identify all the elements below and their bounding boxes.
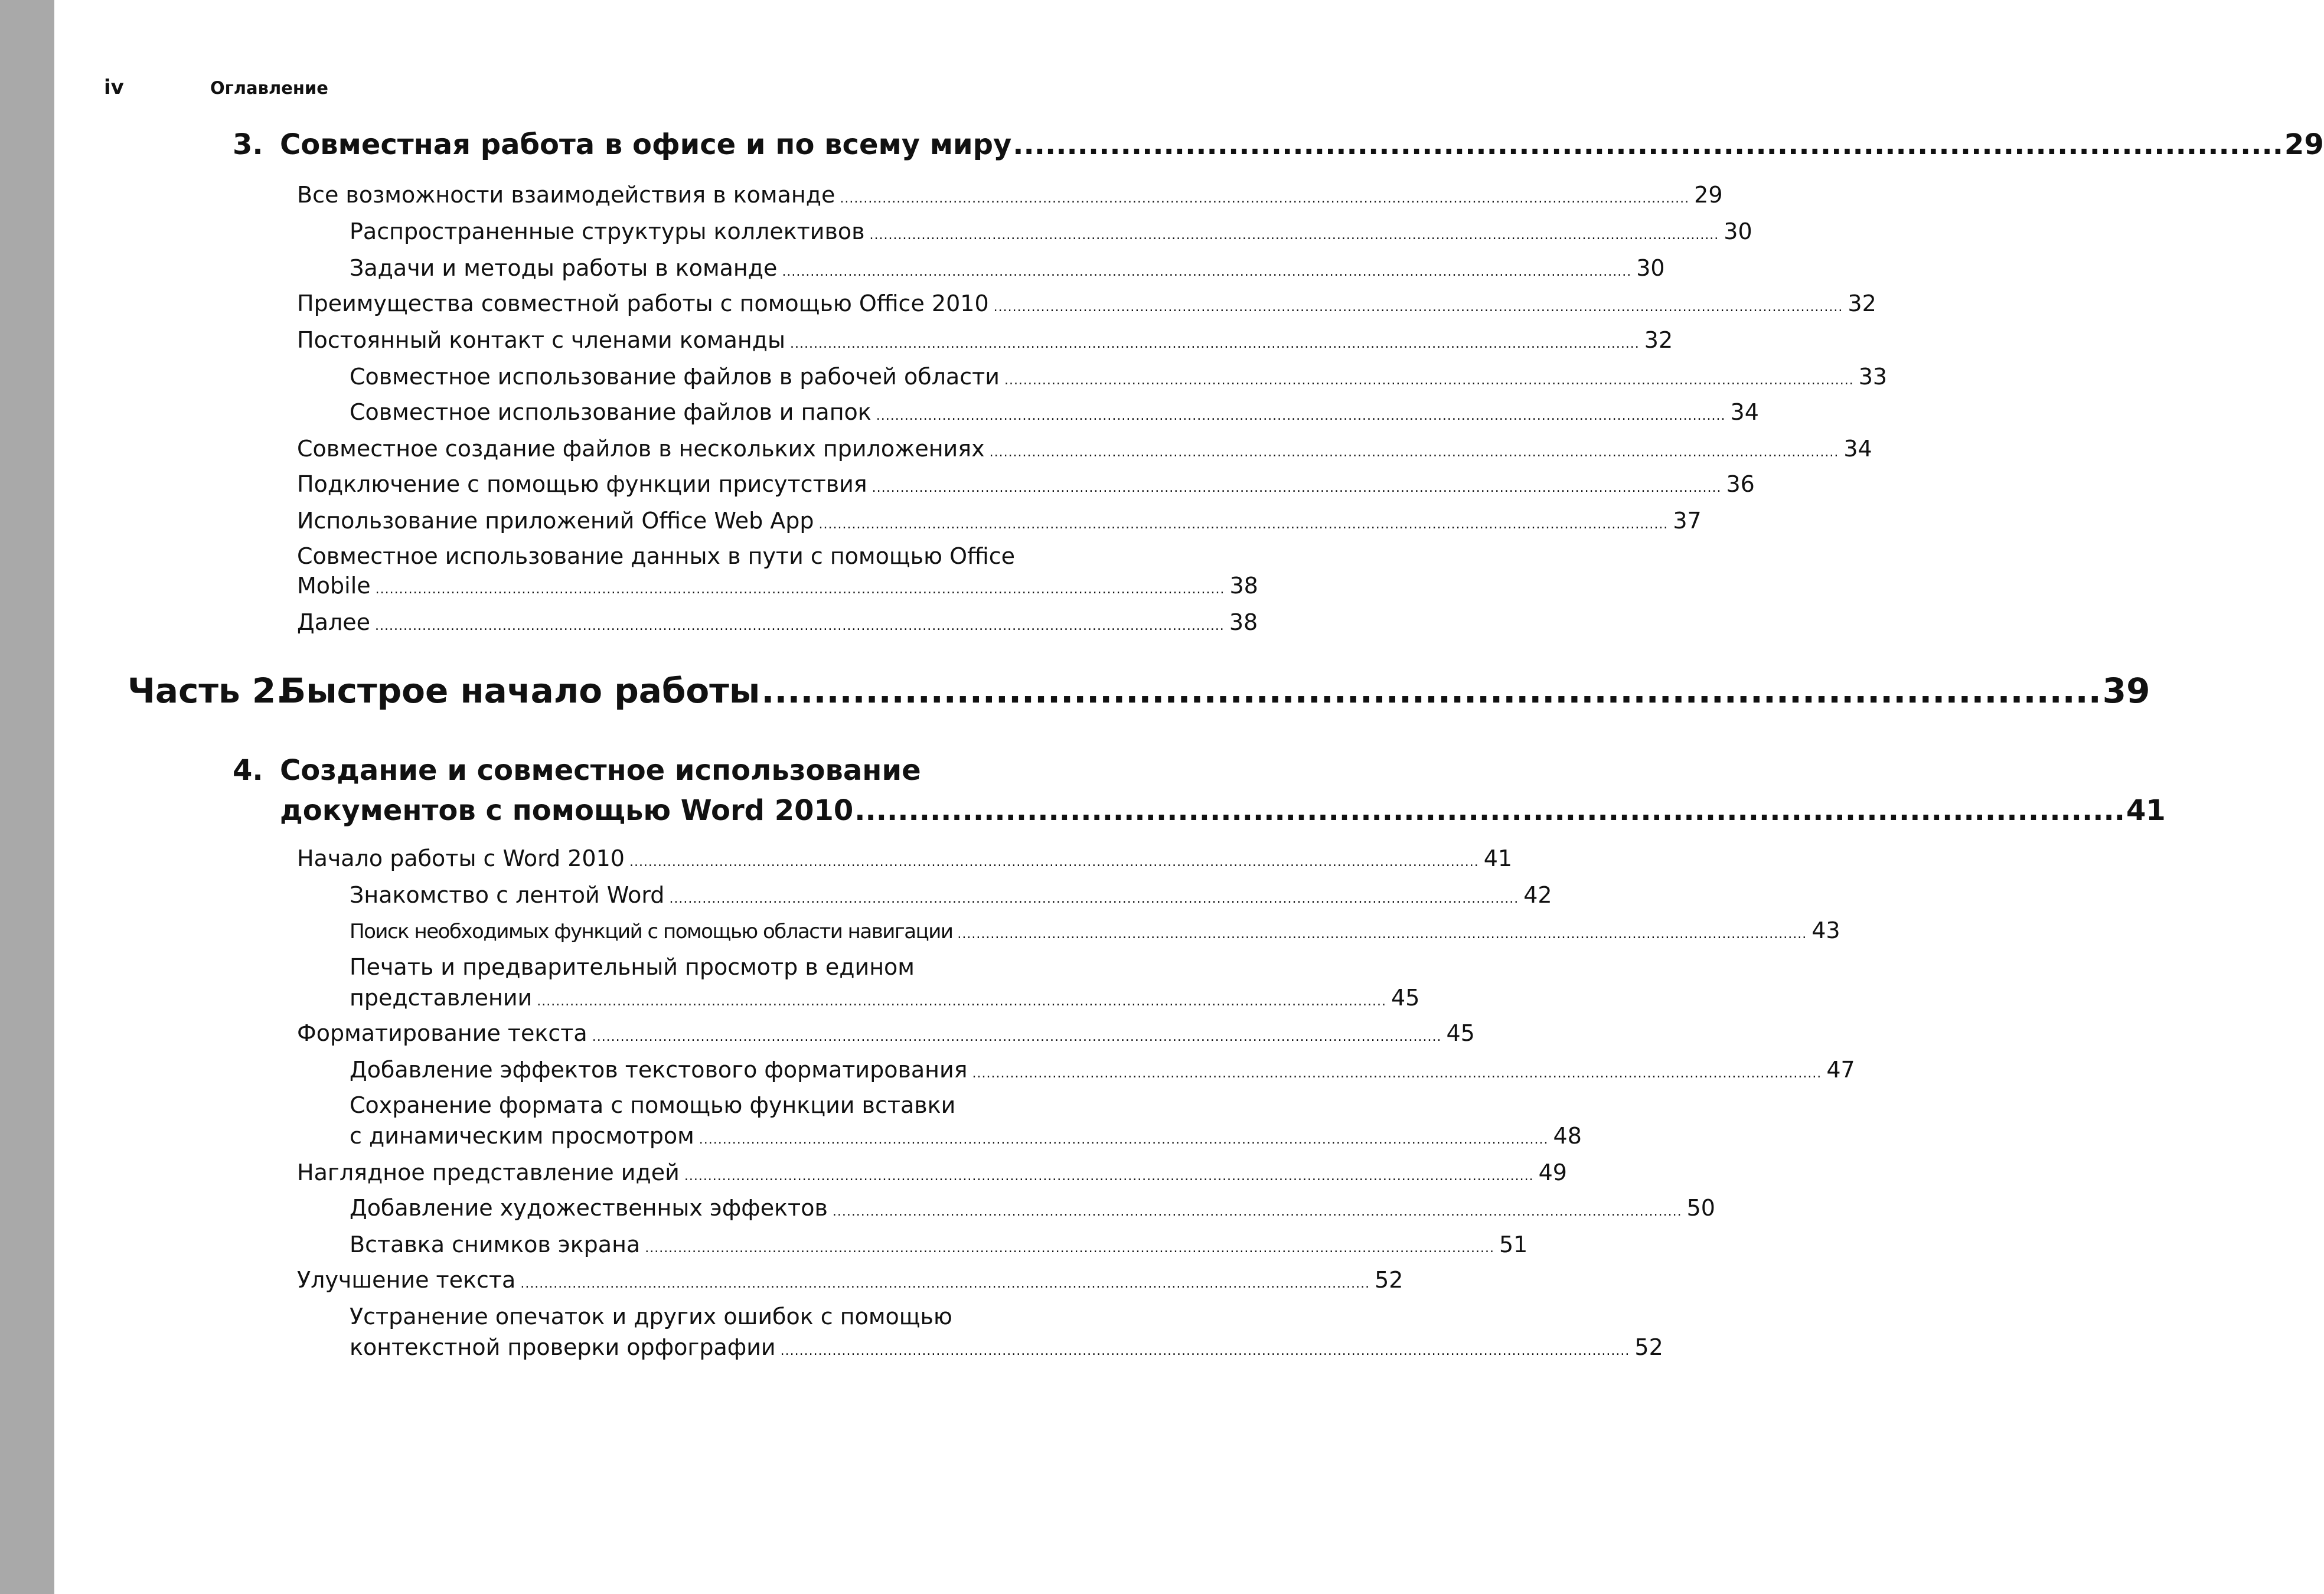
dot-leader: .................................................................................................................................................................................... [872, 481, 1722, 495]
page-number: iv [104, 76, 124, 99]
dot-leader: .................................................................................................................................................................................... [957, 927, 1807, 942]
dot-leader: .................................................................................................................................................................................... [818, 517, 1669, 532]
dot-leader: .................................................................................................................................................................................... [993, 300, 1843, 315]
chapter-number: 4. [233, 754, 263, 787]
toc-entry[interactable]: Преимущества совместной работы с помощью Office 2010 .................................................................................................................................................................................... 32 [297, 288, 1065, 323]
dot-leader: .................................................................................................................................................................................... [972, 1066, 1822, 1081]
toc-entry[interactable]: Добавление эффектов текстового форматирования .................................................................................................................................................................................... 47 [350, 1054, 1065, 1089]
toc-entry[interactable]: Знакомство с лентой Word .................................................................................................................................................................................... 42 [350, 880, 1065, 914]
dot-leader: ....................................................................................................... [761, 671, 2101, 711]
chapter-number: 3. [233, 128, 263, 161]
dot-leader: .................................................................................................................................................................................... [375, 582, 1225, 597]
part-page: 39 [2102, 671, 2150, 711]
toc-entry[interactable]: Подключение с помощью функции присутствия .................................................................................................................................................................................... 36 [297, 469, 1065, 504]
dot-leader: .................................................................................................................................................................................... [1004, 373, 1854, 388]
toc-entry[interactable]: Добавление художественных эффектов .................................................................................................................................................................................... 50 [350, 1193, 1065, 1227]
chapter-page: 29 [2284, 128, 2324, 161]
chapter-title-line1: Создание и совместное использование [280, 754, 921, 787]
dot-leader: .................................................................................................................................................................................... [669, 891, 1519, 906]
dot-leader: .................................................................................................................................................................................... [537, 994, 1387, 1009]
toc-entry[interactable]: Наглядное представление идей .................................................................................................................................................................................... 49 [297, 1157, 1065, 1192]
toc-entry-line1[interactable]: Сохранение формата с помощью функции вставки [350, 1092, 956, 1118]
toc-entry[interactable]: Начало работы с Word 2010 .................................................................................................................................................................................... 41 [297, 843, 1065, 878]
toc-entry[interactable]: Совместное использование файлов в рабочей области .................................................................................................................................................................................... 33 [350, 361, 1065, 396]
dot-leader: .................................................................................................................................................................................... [684, 1169, 1534, 1184]
toc-entry[interactable]: Распространенные структуры коллективов .................................................................................................................................................................................... 30 [350, 216, 1065, 251]
dot-leader: .................................................................................................................................................................................... [698, 1132, 1549, 1147]
toc-entry-line1[interactable]: Печать и предварительный просмотр в едином [350, 954, 915, 980]
toc-entry[interactable]: Форматирование текста .................................................................................................................................................................................... 45 [297, 1018, 1065, 1053]
dot-leader: .................................................................................................................................................................................... [375, 619, 1225, 633]
toc-entry[interactable]: Далее .................................................................................................................................................................................... 38 [297, 607, 1065, 642]
toc-entry[interactable]: контекстной проверки орфографии .................................................................................................................................................................................... 52 [350, 1332, 1065, 1367]
dot-leader: .................................................................................................................................................................................... [592, 1030, 1442, 1044]
dot-leader: .................................................................................................................................................................................... [832, 1204, 1682, 1219]
dot-leader: .................................................................................................................................................................................... [840, 191, 1690, 206]
toc-entry[interactable]: Улучшение текста .................................................................................................................................................................................... 52 [297, 1265, 1065, 1299]
toc-entry[interactable]: представлении .................................................................................................................................................................................... 45 [350, 982, 1065, 1017]
dot-leader: .................................................................................................................................................................................... [645, 1241, 1494, 1256]
page-edge-bar [0, 0, 54, 1594]
dot-leader: ...................................................................................................................... [1013, 128, 2283, 161]
toc-entry[interactable]: Задачи и методы работы в команде .................................................................................................................................................................................... 30 [350, 253, 1065, 288]
part-2-heading[interactable] [128, 668, 2150, 713]
toc-entry[interactable]: Поиск необходимых функций с помощью области навигации .................................................................................................................................................................................... 43 [350, 915, 1065, 950]
chapter-title-line2: документов с помощью Word 2010 [280, 794, 854, 827]
toc-entry[interactable]: Использование приложений Office Web App .................................................................................................................................................................................... 37 [297, 505, 1065, 540]
dot-leader: .................................................................................................................................................................................... [782, 264, 1632, 279]
toc-entry[interactable]: Все возможности взаимодействия в команде .................................................................................................................................................................................... 29 [297, 179, 1065, 214]
toc-entry[interactable]: Постоянный контакт с членами команды .................................................................................................................................................................................... 32 [297, 325, 1065, 360]
dot-leader: .................................................................................................................................................................................... [876, 409, 1726, 423]
dot-leader: .................................................................................................................................................................................... [520, 1276, 1370, 1291]
running-title: Оглавление [210, 78, 328, 98]
dot-leader: .................................................................................................................................................................................... [869, 228, 1719, 243]
toc-entry-line1[interactable]: Устранение опечаток и других ошибок с помощью [350, 1304, 952, 1330]
dot-leader: ...................................................................................................................... [854, 794, 2125, 827]
dot-leader: .................................................................................................................................................................................... [780, 1344, 1630, 1358]
chapter-4-heading-line1[interactable] [233, 751, 921, 790]
dot-leader: .................................................................................................................................................................................... [790, 337, 1640, 351]
chapter-4-heading[interactable] [280, 791, 2166, 830]
chapter-3-heading[interactable] [233, 125, 2324, 164]
toc-entry[interactable]: Совместное использование файлов и папок .................................................................................................................................................................................... 34 [350, 397, 1065, 432]
toc-entry[interactable]: с динамическим просмотром .................................................................................................................................................................................... 48 [350, 1121, 1065, 1155]
toc-entry-line1[interactable]: Совместное использование данных в пути с помощью Office [297, 543, 1015, 569]
dot-leader: .................................................................................................................................................................................... [989, 445, 1839, 460]
dot-leader: .................................................................................................................................................................................... [629, 855, 1479, 870]
chapter-title: Совместная работа в офисе и по всему миру [280, 128, 1012, 161]
part-label: Часть 2. [128, 671, 289, 711]
toc-entry[interactable]: Совместное создание файлов в нескольких приложениях .................................................................................................................................................................................... 34 [297, 433, 1065, 468]
chapter-page: 41 [2126, 794, 2166, 827]
part-title: Быстрое начало работы [280, 671, 760, 711]
toc-entry[interactable]: Вставка снимков экрана .................................................................................................................................................................................... 51 [350, 1229, 1065, 1264]
toc-entry[interactable]: Mobile .................................................................................................................................................................................... 38 [297, 570, 1065, 605]
